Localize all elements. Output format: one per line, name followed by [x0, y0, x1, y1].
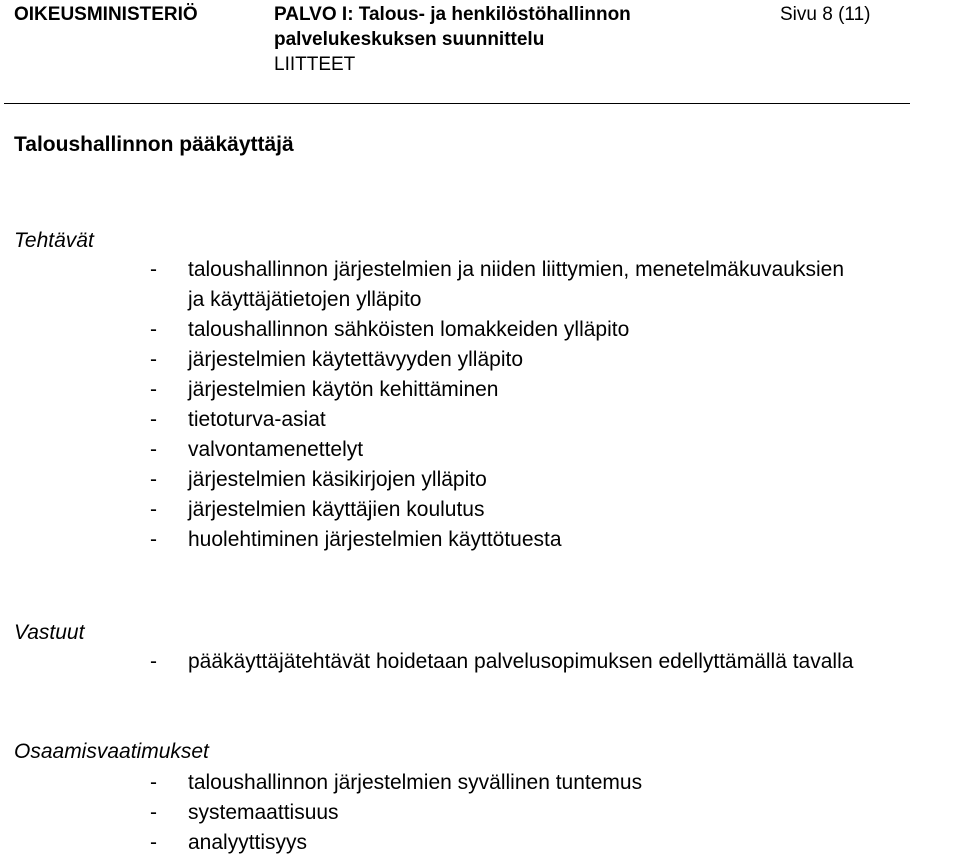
list-item-text: järjestelmien käytettävyyden ylläpito: [188, 348, 523, 371]
list-item-text: pääkäyttäjätehtävät hoidetaan palvelusopimuksen edellyttämällä tavalla: [188, 650, 854, 673]
list-item-text: järjestelmien käytön kehittäminen: [188, 378, 499, 401]
list-item-text: tietoturva-asiat: [188, 408, 326, 431]
list-item-text: järjestelmien käsikirjojen ylläpito: [188, 468, 487, 491]
section-label-vastuut: Vastuut: [14, 621, 85, 644]
list-item-text: valvontamenettelyt: [188, 438, 364, 461]
header-divider: [4, 103, 910, 104]
list-dash: -: [150, 378, 157, 401]
list-dash: -: [150, 650, 157, 673]
section-label-tehtavat: Tehtävät: [14, 229, 94, 252]
header-title-line2: palvelukeskuksen suunnittelu: [274, 29, 545, 50]
list-dash: -: [150, 801, 157, 824]
list-dash: -: [150, 528, 157, 551]
list-dash: -: [150, 408, 157, 431]
section-label-osaamisvaatimukset: Osaamisvaatimukset: [14, 740, 209, 763]
list-dash: -: [150, 438, 157, 461]
list-dash: -: [150, 498, 157, 521]
list-dash: -: [150, 318, 157, 341]
page-number: Sivu 8 (11): [780, 4, 871, 25]
list-item-text: taloushallinnon sähköisten lomakkeiden ylläpito: [188, 318, 630, 341]
list-dash: -: [150, 831, 157, 854]
document-title: Taloushallinnon pääkäyttäjä: [14, 133, 294, 156]
list-dash: -: [150, 771, 157, 794]
list-item-text: taloushallinnon järjestelmien ja niiden liittymien, menetelmäkuvauksien: [188, 258, 845, 281]
list-item-text: taloushallinnon järjestelmien syvällinen tuntemus: [188, 771, 643, 794]
list-item-text: systemaattisuus: [188, 801, 339, 824]
list-dash: -: [150, 258, 157, 281]
header-subtitle: LIITTEET: [274, 54, 356, 75]
list-item-text: huolehtiminen järjestelmien käyttötuesta: [188, 528, 562, 551]
list-item-text: analyyttisyys: [188, 831, 308, 854]
list-item-text: järjestelmien käyttäjien koulutus: [188, 498, 485, 521]
organization-name: OIKEUSMINISTERIÖ: [14, 4, 198, 25]
list-dash: -: [150, 468, 157, 491]
list-item-text: ja käyttäjätietojen ylläpito: [188, 288, 422, 311]
header-title-line1: PALVO I: Talous- ja henkilöstöhallinnon: [274, 4, 631, 25]
list-dash: -: [150, 348, 157, 371]
